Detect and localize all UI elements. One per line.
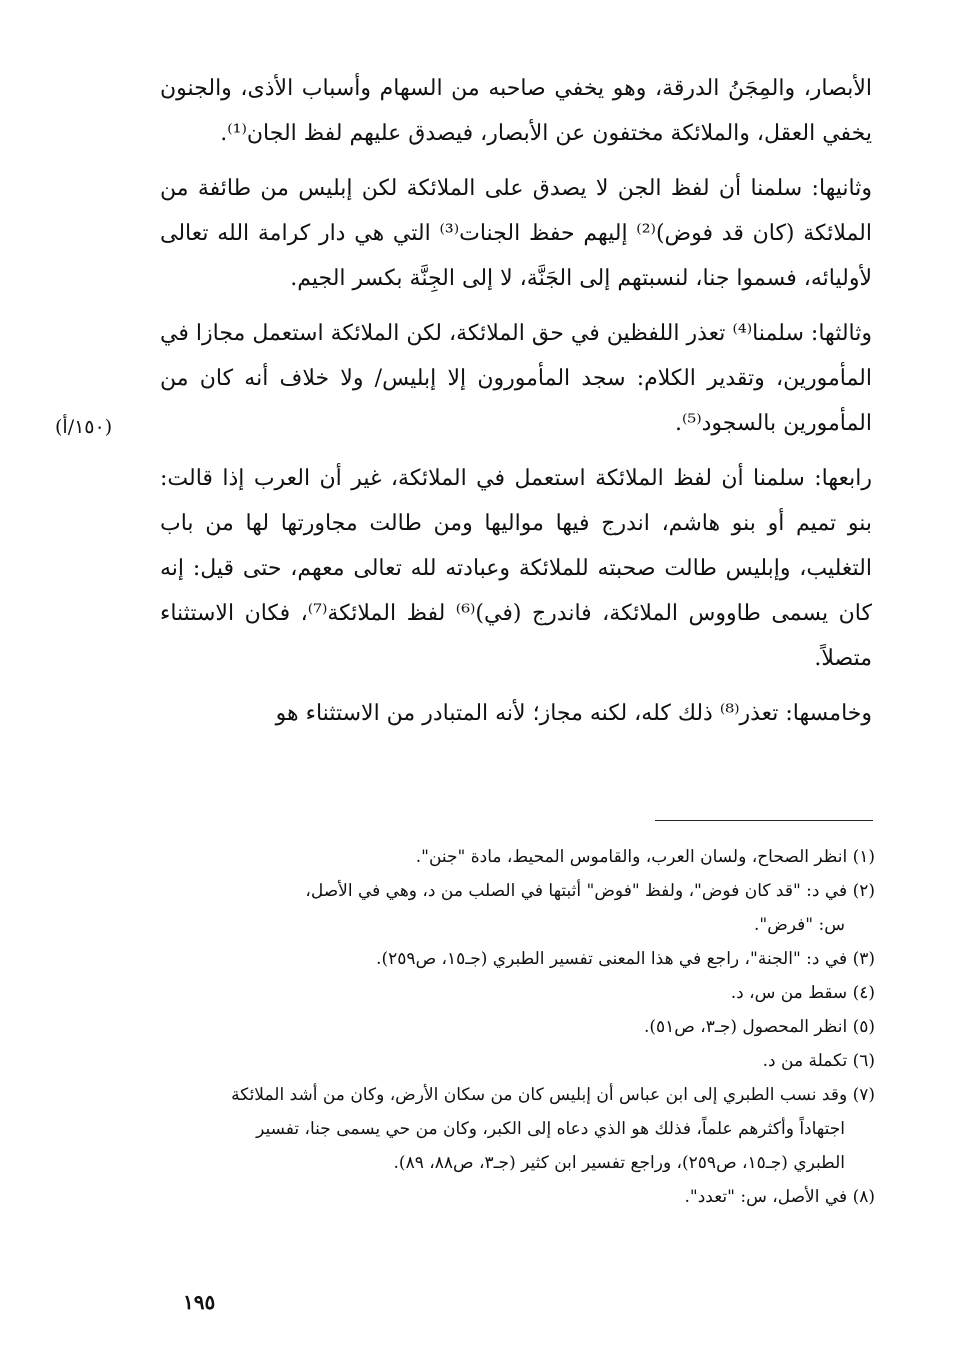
footnote-1 bbox=[160, 840, 875, 874]
footnote-line: (٧) وقد نسب الطبري إلى ابن عباس أن إبليس كان من سكان الأرض، وكان من أشد الملائكة bbox=[231, 1085, 875, 1105]
footnote-6 bbox=[160, 1044, 875, 1078]
footnote-line: اجتهاداً وأكثرهم علماً، فذلك هو الذي دعاه إلى الكبر، وكان من حي يسمى جنا، تفسير bbox=[256, 1119, 845, 1139]
footnote-8 bbox=[160, 1180, 875, 1214]
footnote-line: (٨) في الأصل، س: "تعدد". bbox=[684, 1187, 875, 1207]
footnote-2 bbox=[160, 874, 875, 942]
footnotes bbox=[160, 840, 875, 1214]
footnote-line: (١) انظر الصحاح، ولسان العرب، والقاموس المحيط، مادة "جنن". bbox=[415, 847, 875, 867]
footnote-line: (٣) في د: "الجنة"، راجع في هذا المعنى تفسير الطبري (جـ١٥، ص٢٥٩). bbox=[376, 949, 875, 969]
footnote-3 bbox=[160, 942, 875, 976]
footnote-line: الطبري (جـ١٥، ص٢٥٩)، وراجع تفسير ابن كثير (جـ٣، ص٨٨، ٨٩). bbox=[393, 1153, 845, 1173]
footnote-7 bbox=[160, 1078, 875, 1180]
footnote-line: (٦) تكملة من د. bbox=[762, 1051, 875, 1071]
footnote-line: س: "فرض". bbox=[754, 915, 845, 935]
footnote-line: (٥) انظر المحصول (جـ٣، ص٥١). bbox=[643, 1017, 875, 1037]
paragraph: وثانيها: سلمنا أن لفظ الجن لا يصدق على الملائكة لكن إبليس من طائفة من الملائكة (كان قد فوض)⁽²⁾ إليهم حفظ الجنات⁽³⁾ التي هي دار كرامة الله تعالى لأوليائه، فسموا جنا، لنسبتهم إلى الجَنَّة، لا إلى الجِنَّة بكسر الجيم. bbox=[160, 176, 872, 291]
footnote-line: (٢) في د: "قد كان فوض"، ولفظ "فوض" أثبتها في الصلب من د، وهي في الأصل، bbox=[305, 881, 875, 901]
main-text bbox=[160, 66, 872, 736]
footnote-5 bbox=[160, 1010, 875, 1044]
footnote-4 bbox=[160, 976, 875, 1010]
footnote-line: (٤) سقط من س، د. bbox=[730, 983, 875, 1003]
footnote-separator bbox=[655, 820, 873, 821]
paragraph: وخامسها: تعذر⁽⁸⁾ ذلك كله، لكنه مجاز؛ لأنه المتبادر من الاستثناء هو bbox=[275, 701, 872, 726]
manuscript-folio-marker: (١٥٠/أ) bbox=[55, 416, 113, 438]
page-number: ١٩٥ bbox=[183, 1290, 216, 1314]
paragraph: رابعها: سلمنا أن لفظ الملائكة استعمل في الملائكة، غير أن العرب إذا قالت: بنو تميم أو بنو هاشم، اندرج فيها مواليها ومن طالت مجاورتها لها من باب التغليب، وإبليس طالت صحبته للملائكة وعبادته لله تعالى معهم، حتى قيل: إنه كان يسمى طاووس الملائكة، فاندرج (في)⁽⁶⁾ لفظ الملائكة⁽⁷⁾، فكان الاستثناء متصلاً. bbox=[160, 466, 872, 671]
paragraph: وثالثها: سلمنا⁽⁴⁾ تعذر اللفظين في حق الملائكة، لكن الملائكة استعمل مجازا في المأمورين، وتقدير الكلام: سجد المأمورون إلا إبليس/ ولا خلاف أنه كان من المأمورين بالسجود⁽⁵⁾. bbox=[160, 321, 872, 436]
paragraph: الأبصار، والمِجَنُ الدرقة، وهو يخفي صاحبه من السهام وأسباب الأذى، والجنون يخفي العقل، والملائكة مختفون عن الأبصار، فيصدق عليهم لفظ الجان⁽¹⁾. bbox=[160, 76, 872, 146]
